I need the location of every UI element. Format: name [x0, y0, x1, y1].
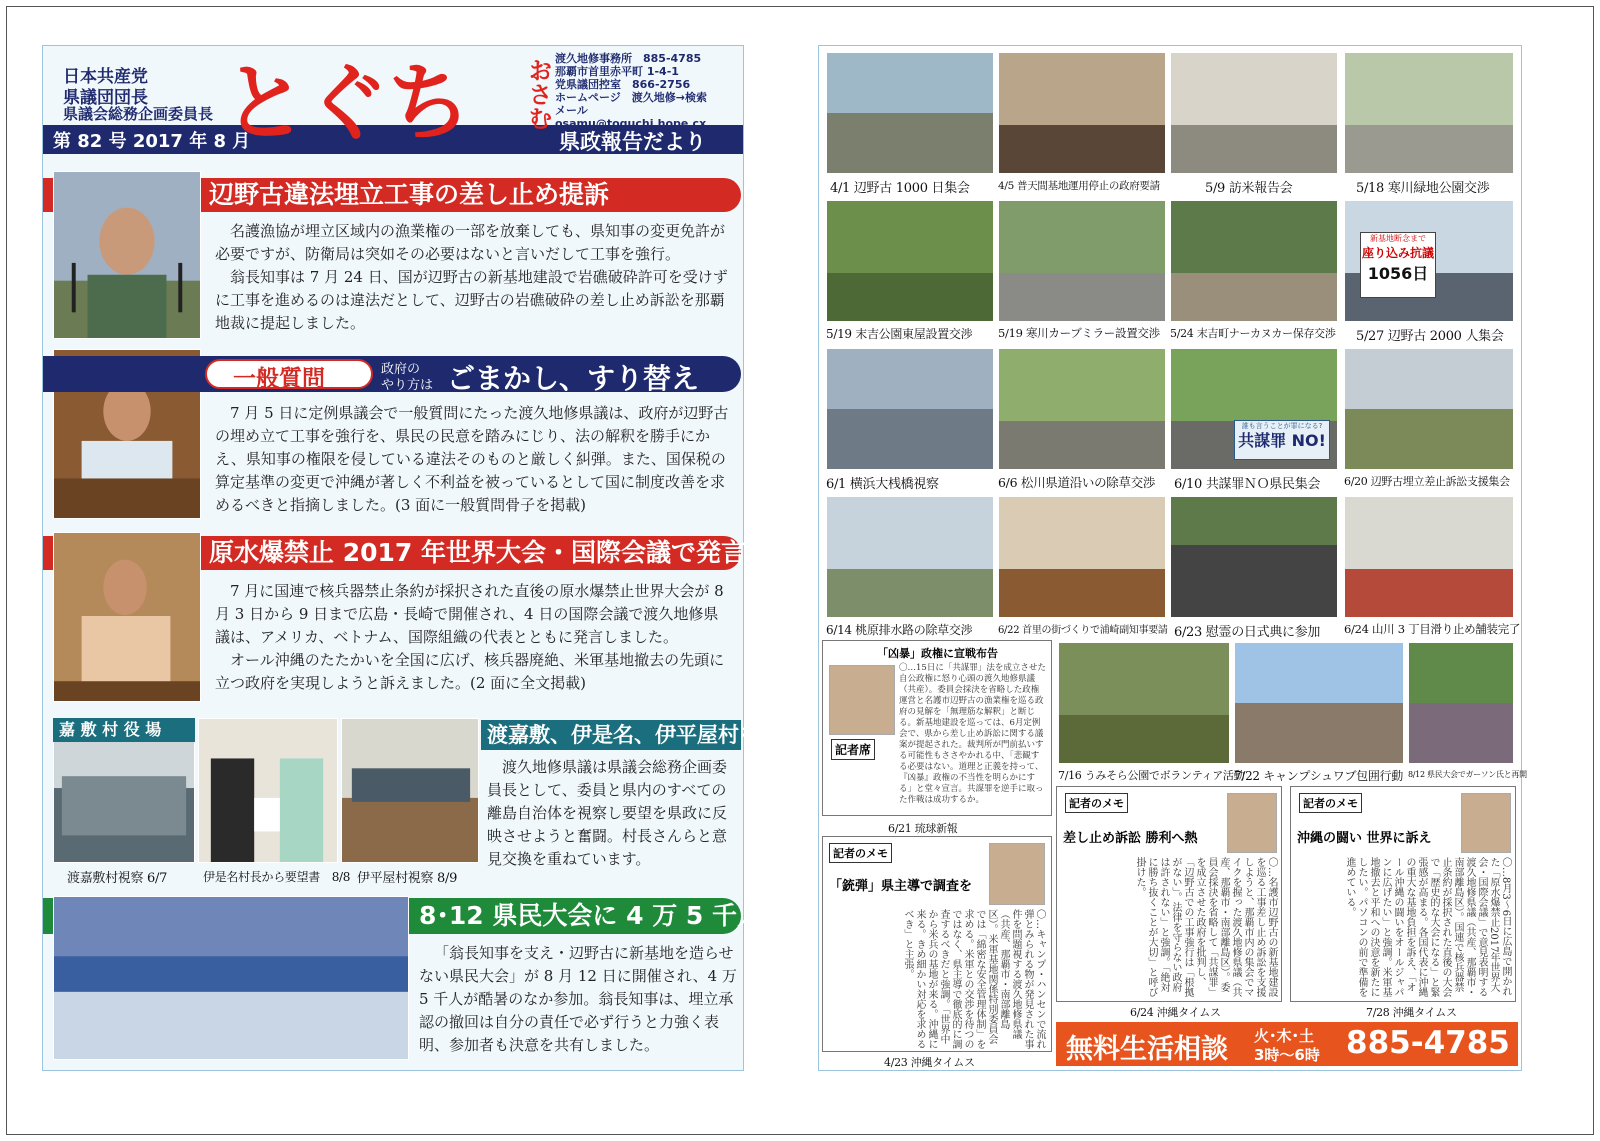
gallery-caption-17: 7/16 うみそら公園でボランティア活動	[1058, 769, 1245, 782]
gallery-caption-3: 5/9 訪米報告会	[1205, 181, 1293, 196]
name-logo: とぐち	[223, 54, 470, 152]
gallery-caption-1: 4/1 辺野古 1000 日集会	[830, 181, 970, 196]
banner-conspiracy	[1234, 420, 1330, 460]
gallery-caption-6: 5/19 寒川カーブミラー設置交渉	[998, 326, 1160, 340]
party-name: 日本共産党	[63, 67, 148, 87]
photo-sign-tokashiki: 嘉 敷 村 役 場	[53, 718, 195, 742]
gallery-photo-17	[1058, 642, 1230, 764]
gallery-photo-3	[1170, 52, 1338, 174]
clipping-injunction-photo	[1227, 793, 1277, 853]
role-chair: 県議会総務企画委員長	[63, 105, 214, 123]
gallery-photo-19	[1408, 642, 1514, 764]
gallery-caption-11: 6/10 共謀罪ＮＯ県民集会	[1174, 477, 1321, 492]
name-sub: おさむ	[524, 58, 552, 130]
photo-rally	[53, 896, 409, 1060]
gallery-caption-2: 4/5 普天間基地運用停止の政府要請	[998, 180, 1160, 192]
clipping-gun-headline: 「銃弾」県主導で調査を	[829, 879, 973, 894]
gallery-photo-6	[998, 200, 1166, 322]
banner-conspiracy-line-b: 共謀罪 NO!	[1238, 431, 1326, 450]
clipping-ryukyu-headline: 「凶暴」政権に宣戦布告	[877, 647, 998, 660]
clipping-gun-photo	[989, 843, 1045, 905]
gallery-caption-15: 6/23 慰霊の日式典に参加	[1174, 625, 1321, 640]
gallery-caption-14: 6/22 首里の街づくりで浦崎副知事要請	[998, 625, 1168, 636]
gallery-caption-18: 7/22 キャンプシュワブ包囲行動	[1234, 769, 1403, 783]
headline-rally: 8･12 県民大会に 4 万 5 千人	[409, 898, 741, 934]
henoko-para-2: 翁長知事は 7 月 24 日、国が辺野古の新基地建設で岩礁破砕許可を受けずに工事を進めるのは違法だとして、辺野古の岩礁破砕の差し止め訴訟を那覇地裁に提起しました。	[215, 268, 728, 332]
sign-sit-in-line-b: 座り込み抗議	[1361, 246, 1434, 260]
clipping-world-label: 記者のメモ	[1299, 793, 1362, 813]
gallery-caption-19: 8/12 県民大会でガーソン氏と再開	[1408, 770, 1527, 779]
nuclear-para-1: 7 月に国連で核兵器禁止条約が採択された直後の原水爆禁止世界大会が 8 月 3 日から 9 日まで広島・長崎で開催され、4 日の国際会議で渡久地修県議は、アメリカ、ベトナム、国際組織の代表とともに発言しました。	[215, 582, 724, 646]
question-tag-text: 一般質問	[233, 366, 325, 392]
left-page	[42, 45, 802, 1071]
clipping-injunction	[1056, 786, 1282, 1002]
masthead	[43, 46, 743, 156]
villages-body	[487, 756, 735, 871]
clipping-gun	[822, 836, 1052, 1052]
nuclear-para-2: オール沖縄のたたかいを全国に広げ、核兵器廃絶、米軍基地撤去の先頭に立つ政府を実現しようと訴えました。(2 面に全文掲載)	[215, 651, 725, 692]
contact-block	[555, 52, 743, 130]
clipping-gun-source: 4/23 沖縄タイムス	[884, 1056, 975, 1069]
villages-para: 渡久地修県議は県議会総務企画委員長として、委員と県内のすべての離島自治体を視察し要望を県政に反映させようと奮闘。村長さんらと意見交換を重ねています。	[487, 758, 728, 868]
gallery-caption-10: 6/6 松川県道沿いの除草交渉	[998, 475, 1156, 490]
headline-nuclear-accent	[43, 536, 53, 570]
headline-henoko: 辺野古違法埋立工事の差し止め提訴	[201, 178, 741, 212]
sign-sit-in	[1360, 232, 1436, 298]
question-tag2-b: やり方は	[381, 378, 434, 393]
headline-rally-accent	[43, 898, 53, 934]
clipping-world-headline: 沖縄の闘い 世界に訴え	[1297, 831, 1432, 846]
gallery-photo-14	[998, 496, 1166, 618]
gallery-photo-7	[1170, 200, 1338, 322]
headline-villages: 渡嘉敷、伊是名、伊平屋村を訪問	[481, 720, 741, 750]
henoko-para-1: 名護漁協が埋立区域内の漁業権の一部を放棄しても、県知事の変更免許が必要ですが、防衛局は突如その必要はないと言いだして工事を強行。	[215, 222, 726, 263]
headline-henoko-accent	[43, 178, 53, 212]
gallery-photo-15	[1170, 496, 1338, 618]
role-leader: 県議団団長	[63, 88, 148, 108]
clipping-ryukyu-label: 記者席	[831, 739, 875, 760]
clipping-injunction-source: 6/24 沖縄タイムス	[1130, 1006, 1221, 1019]
gallery-photo-12	[1344, 348, 1514, 470]
gallery-photo-13	[826, 496, 994, 618]
gallery-caption-7: 5/24 末吉町ナーカヌカー保存交渉	[1170, 327, 1336, 340]
gallery-caption-4: 5/18 寒川緑地公園交渉	[1356, 181, 1490, 196]
rally-body	[419, 942, 737, 1057]
photo-izena	[198, 718, 338, 863]
consult-phone: 885-4785	[1346, 1025, 1510, 1061]
issue-number: 第 82 号 2017 年 8 月	[53, 131, 251, 152]
gallery-photo-1	[826, 52, 994, 174]
consult-days: 火･木･土	[1254, 1027, 1315, 1045]
photo-nuclear-speech	[53, 532, 201, 702]
clipping-ryukyu-photo	[829, 665, 895, 735]
gallery-caption-13: 6/14 桃原排水路の除草交渉	[826, 623, 973, 637]
clipping-ryukyu-source: 6/21 琉球新報	[888, 822, 958, 835]
contact-office: 渡久地修事務所 885-4785	[555, 52, 702, 65]
clipping-injunction-label: 記者のメモ	[1065, 793, 1128, 813]
gallery-photo-2	[998, 52, 1166, 174]
caption-iheya: 伊平屋村視察 8/9	[357, 871, 458, 886]
contact-council-room: 党県議団控室 866-2756	[555, 78, 691, 91]
contact-address: 那覇市首里赤平町 1-4-1	[555, 65, 679, 78]
sign-sit-in-line-c: 1056日	[1367, 264, 1429, 283]
consult-banner	[1056, 1022, 1518, 1066]
caption-izena: 伊是名村長から要望書 8/8	[203, 870, 351, 884]
banner-conspiracy-line-a: 誰も言うことが罪になる?	[1241, 422, 1323, 430]
gallery-photo-16	[1344, 496, 1514, 618]
clipping-world	[1290, 786, 1516, 1002]
photo-iheya	[341, 718, 479, 863]
clipping-injunction-text: 〇…名護市辺野古の新基地建設を巡る工事差し止め訴訟を支援しようと、那覇市内の集会でマイクを握った渡久地修県議（共産、那覇市・南部離島区）。委員会採決を省略して「共謀罪」を成立させた政府を批判し、「辺野古での工事強行は「根拠がない」。法律を守らない政府は許されない」と強調。「絶対に勝ち抜くことが大切」と呼び掛けた。	[1134, 857, 1277, 997]
gallery-photo-10	[998, 348, 1166, 470]
gallery-caption-9: 6/1 横浜大桟橋視察	[826, 477, 939, 492]
contact-email: メール osamu@toguchi.hope.cx	[555, 104, 707, 130]
gallery-photo-4	[1344, 52, 1514, 174]
gallery-photo-18	[1234, 642, 1404, 764]
newsletter-subtitle: 県政報告だより	[559, 130, 706, 154]
gallery-caption-8: 5/27 辺野古 2000 人集会	[1356, 329, 1504, 344]
gallery-caption-16: 6/24 山川 3 丁目滑り止め舗装完了	[1344, 622, 1521, 636]
headline-nuclear: 原水爆禁止 2017 年世界大会・国際会議で発言	[201, 536, 741, 570]
clipping-world-source: 7/28 沖縄タイムス	[1366, 1006, 1457, 1019]
sign-sit-in-line-a: 新基地断念まで	[1370, 234, 1426, 243]
rally-para: 「翁長知事を支え・辺野古に新基地を造らせない県民大会」が 8 月 12 日に開催され、4 万 5 千人が酷暑のなか参加。翁長知事は、埋立承認の撤回は自分の責任で必ず行うと力強く表明、参加者も決意を共有しました。	[419, 944, 737, 1054]
photo-governor	[53, 171, 201, 339]
headline-question: ごまかし、すり替え	[447, 362, 700, 395]
consult-hours: 3時〜6時	[1254, 1046, 1320, 1064]
clipping-ryukyu-text: 〇…15日に「共謀罪」法を成立させた自公政権に怒り心頭の渡久地修県議（共産）。委員会採決を省略した政権運営と名護市辺野古の漁業権を巡る政府の見解を「無理筋な解釈」と断じる。新基地建設を巡っては、6月定例会で、県から差し止め訴訟に関する議案が提起された。裁判所が門前払いする可能性もささやかれる中、「悲観する必要はない。道理と正義を持って、『凶暴』政権の不当性を明らかにする」と堂々宣言。共謀罪を逆手に取った作戦は成功するか。	[899, 663, 1046, 805]
gallery-photo-5	[826, 200, 994, 322]
contact-homepage: ホームページ 渡久地修→検索	[555, 91, 707, 104]
henoko-body	[215, 220, 733, 335]
consult-label: 無料生活相談	[1066, 1034, 1228, 1065]
question-tag2-a: 政府の	[381, 362, 421, 377]
caption-tokashiki: 渡嘉敷村視察 6/7	[67, 871, 168, 886]
gallery-caption-12: 6/20 辺野古埋立差止訴訟支援集会	[1344, 475, 1510, 488]
question-para: 7 月 5 日に定例県議会で一般質問にたった渡久地修県議は、政府が辺野古の埋め立て工事を強行を、県民の民意を踏みにじり、法の解釈を勝手にかえ、県知事の権限を侵している違法そのものと厳しく糾弾。また、国保税の算定基準の変更で沖縄が著しく不利益を被っているとして国に制度改善を求めるべきと指摘しました。(3 面に一般質問骨子を掲載)	[215, 404, 729, 514]
clipping-world-photo	[1461, 793, 1511, 853]
clipping-gun-label: 記者のメモ	[829, 843, 892, 863]
clipping-ryukyu	[822, 640, 1052, 816]
clipping-gun-text: 〇…キャンプ・ハンセンで流れ弾とみられる物が発見された事件を問題視する渡久地修県議（共産、那覇市・南部離島区）。米軍基地関係特別委員会では「綿密な安全管理体制」を求める。米軍との交渉を待つのではなく、県主導で徹底的に調査するべきだと強調。「世界中から米兵の基地が来る。沖縄に来る。きめ細かい対応を求めるべき」と主張。	[902, 909, 1045, 1049]
clipping-world-text: 〇…8月3〜6日に広島で開かれた「原水爆禁止2017年世界大会・国際会議」で意見表明する渡久地修県議（共産、那覇市・南部離島区）。国連で核兵器禁止条約が採択された直後の大会で「歴史的な大会になる」と緊張感が高まる。各国代表に沖縄の重大な基地負担を訴え、「オール沖縄の闘いをオールジャパンに広げたい」と強調。米軍基地撤去と平和への決意を新たにしたい。パソコンの前で準備を進めている。	[1344, 857, 1511, 997]
question-body	[215, 402, 733, 517]
gallery-photo-9	[826, 348, 994, 470]
gallery-caption-5: 5/19 末吉公園東屋設置交渉	[826, 327, 973, 341]
nuclear-body	[215, 580, 733, 695]
clipping-injunction-headline: 差し止め訴訟 勝利へ熱	[1063, 831, 1198, 846]
